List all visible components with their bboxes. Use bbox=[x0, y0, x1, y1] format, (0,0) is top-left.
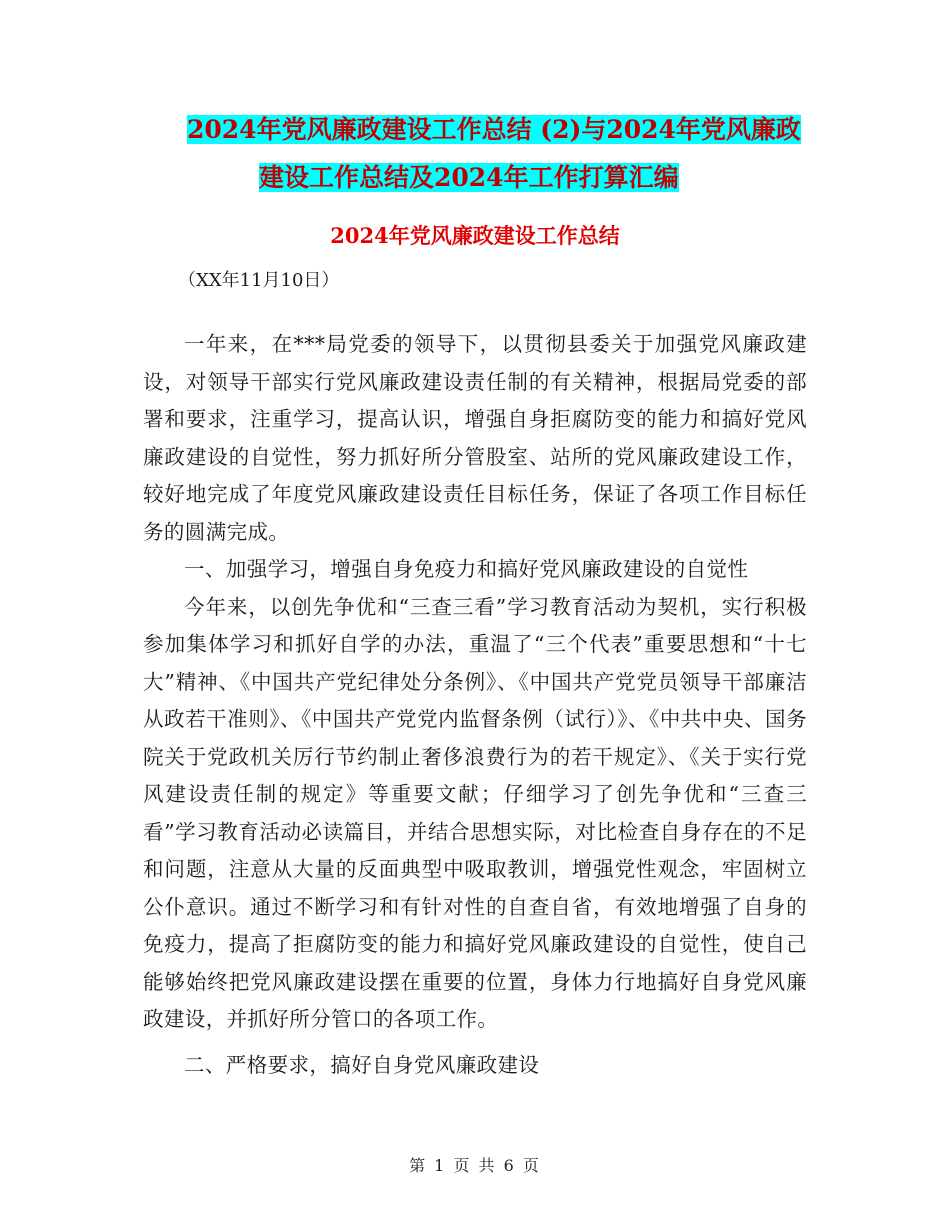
title-line-2: 建设工作总结及2024年工作打算汇编 bbox=[259, 163, 679, 192]
title-line-1: 2024年党风廉政建设工作总结 (2)与2024年党风廉政 bbox=[187, 115, 801, 144]
document-title bbox=[140, 106, 840, 202]
section-title: 2024年党风廉政建设工作总结 bbox=[330, 223, 620, 248]
section-heading-1: 一、加强学习，增强自身免疫力和搞好党风廉政建设的自觉性 bbox=[184, 557, 749, 581]
document-body bbox=[143, 326, 807, 1084]
document-date: （XX年11月10日） bbox=[178, 270, 340, 291]
page-footer: 第 1 页 共 6 页 bbox=[409, 1156, 541, 1175]
paragraph-intro: 一年来，在***局党委的领导下，以贯彻县委关于加强党风廉政建设，对领导干部实行党风廉政建设责任制的有关精神，根据局党委的部署和要求，注重学习，提高认识，增强自身拒腐防变的能力和搞好党风廉政建设的自觉性，努力抓好所分管股室、站所的党风廉政建设工作，较好地完成了年度党风廉政建设责任目标任务，保证了各项工作目标任务的圆满完成。 bbox=[143, 332, 807, 544]
section-heading-2: 二、严格要求，搞好自身党风廉政建设 bbox=[184, 1052, 540, 1077]
paragraph-study: 今年来，以创先争优和“三查三看”学习教育活动为契机，实行积极参加集体学习和抓好自学的办法，重温了“三个代表”重要思想和“十七大”精神、《中国共产党纪律处分条例》、《中国共产党党员领导干部廉洁从政若干准则》、《中国共产党党内监督条例（试行）》、《中共中央、国务院关于党政机关厉行节约制止奢侈浪费行为的若干规定》、《关于实行党风建设责任制的规定》等重要文献；仔细学习了创先争优和“三查三看”学习教育活动必读篇目，并结合思想实际，对比检查自身存在的不足和问题，注意从大量的反面典型中吸取教训，增强党性观念，牢固树立公仆意识。通过不断学习和有针对性的自查自省，有效地增强了自身的免疫力，提高了拒腐防变的能力和搞好党风廉政建设的自觉性，使自己能够始终把党风廉政建设摆在重要的位置，身体力行地搞好自身党风廉政建设，并抓好所分管口的各项工作。 bbox=[143, 594, 807, 1031]
